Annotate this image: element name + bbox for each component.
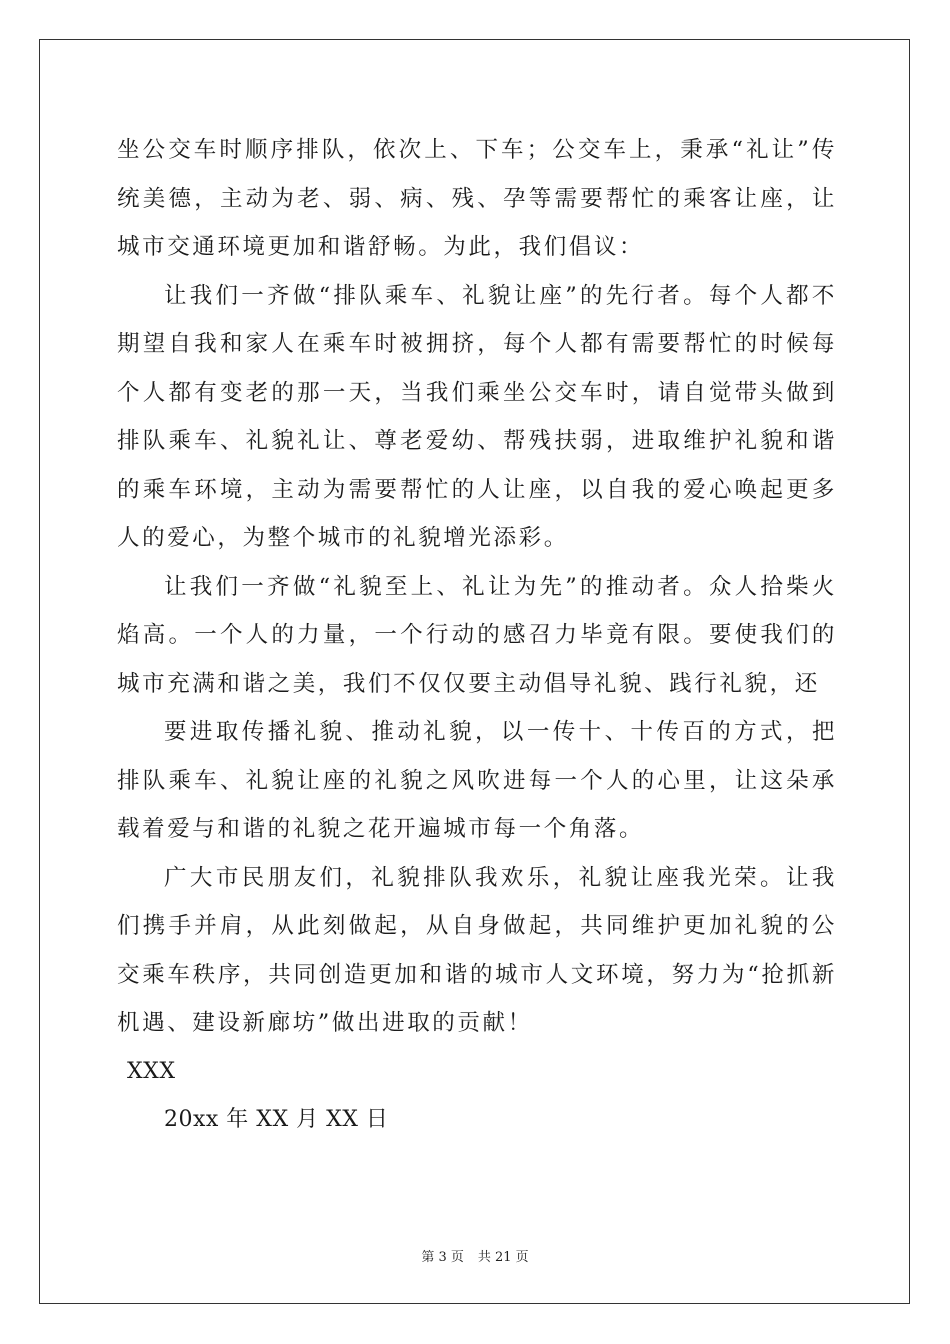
paragraph-spread: 要进取传播礼貌、推动礼貌，以一传十、十传百的方式，把排队乘车、礼貌让座的礼貌之风吹进每一个人的心里，让这朵承载着爱与和谐的礼貌之花开遍城市每一个角落。: [117, 719, 837, 842]
page-number: 第 3 页: [421, 1250, 464, 1265]
paragraph-intro: 坐公交车时顺序排队，依次上、下车；公交车上，秉承“礼让”传统美德，主动为老、弱、病、残、孕等需要帮忙的乘客让座，让城市交通环境更加和谐舒畅。为此，我们倡议：: [117, 137, 837, 260]
paragraph-pioneer: 让我们一齐做“排队乘车、礼貌让座”的先行者。每个人都不期望自我和家人在乘车时被拥挤，每个人都有需要帮忙的时候每个人都有变老的那一天，当我们乘坐公交车时，请自觉带头做到排队乘车、礼貌礼让、尊老爱幼、帮残扶弱，进取维护礼貌和谐的乘车环境，主动为需要帮忙的人让座，以自我的爱心唤起更多人的爱心，为整个城市的礼貌增光添彩。: [117, 282, 837, 551]
page-total: 共 21 页: [477, 1250, 529, 1265]
signature: XXX: [127, 1058, 176, 1084]
page-footer: [0, 1246, 950, 1265]
paragraph-appeal: 广大市民朋友们，礼貌排队我欢乐，礼貌让座我光荣。让我们携手并肩，从此刻做起，从自身做起，共同维护更加礼貌的公交乘车秩序，共同创造更加和谐的城市人文环境，努力为“抢抓新机遇、建设新廊坊”做出进取的贡献！: [117, 864, 837, 1036]
date-line: 20xx 年 XX 月 XX 日: [164, 1107, 389, 1132]
document-body: [117, 126, 837, 1145]
paragraph-promoter: 让我们一齐做“礼貌至上、礼让为先”的推动者。众人拾柴火焰高。一个人的力量，一个行动的感召力毕竟有限。要使我们的城市充满和谐之美，我们不仅仅要主动倡导礼貌、践行礼貌，还: [117, 573, 837, 697]
